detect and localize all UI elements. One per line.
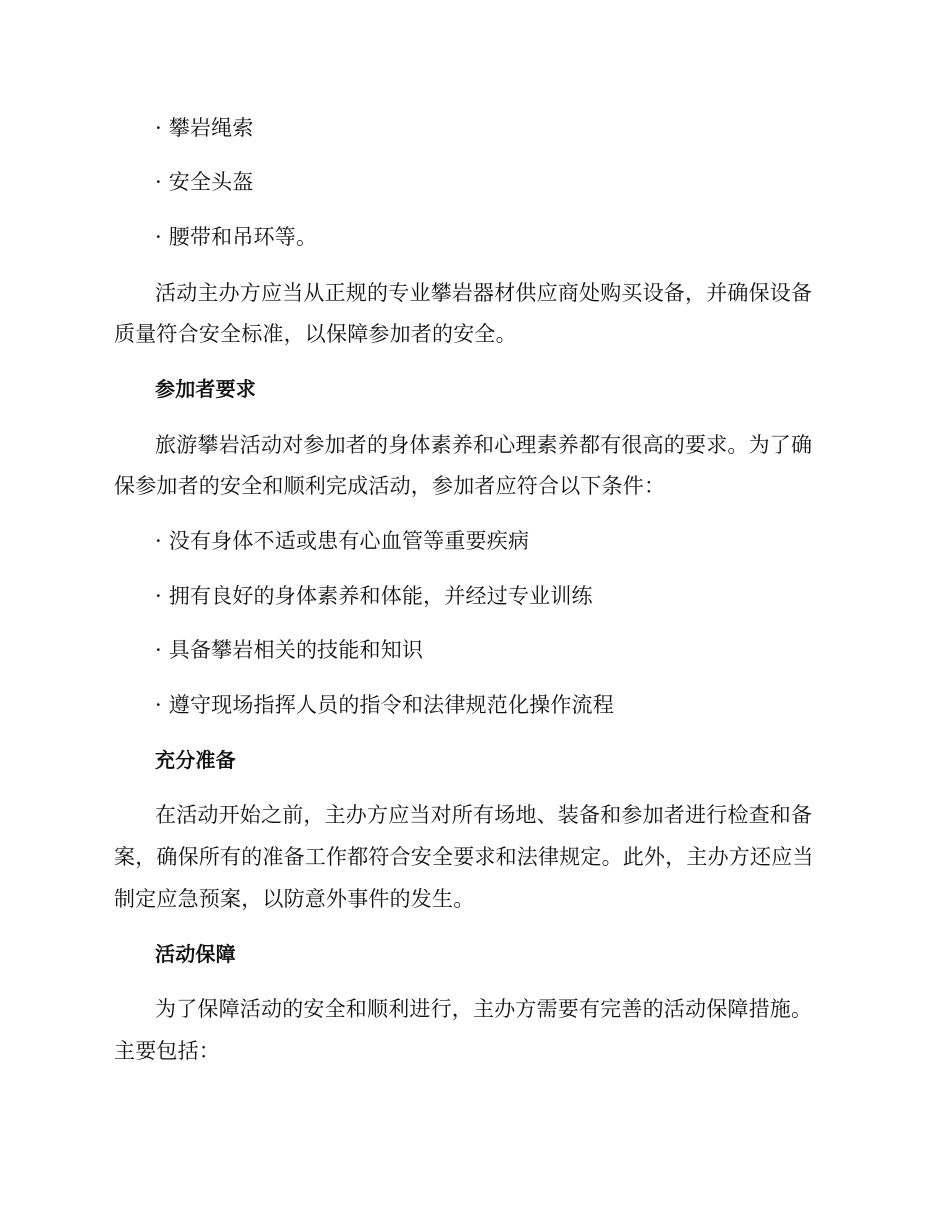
guarantee-paragraph-line-2: 主要包括：	[114, 1039, 220, 1063]
bullet-harness-slings: · 腰带和吊环等。	[155, 225, 318, 249]
bullet-no-illness: · 没有身体不适或患有心血管等重要疾病	[155, 529, 530, 553]
heading-full-preparation: 充分准备	[155, 748, 236, 772]
equipment-paragraph-line-2: 质量符合安全标准，以保障参加者的安全。	[114, 322, 517, 346]
bullet-safety-helmet: · 安全头盔	[155, 170, 254, 194]
participants-paragraph-line-2: 保参加者的安全和顺利完成活动，参加者应符合以下条件：	[114, 474, 666, 498]
bullet-follow-instructions: · 遵守现场指挥人员的指令和法律规范化操作流程	[155, 693, 614, 717]
preparation-paragraph-line-2: 案，确保所有的准备工作都符合安全要求和法律规定。此外，主办方还应当	[114, 845, 814, 869]
guarantee-paragraph-line-1: 为了保障活动的安全和顺利进行，主办方需要有完善的活动保障措施。	[155, 997, 813, 1021]
heading-activity-guarantee: 活动保障	[155, 942, 236, 966]
bullet-good-fitness: · 拥有良好的身体素养和体能，并经过专业训练	[155, 584, 593, 608]
participants-paragraph-line-1: 旅游攀岩活动对参加者的身体素养和心理素养都有很高的要求。为了确	[155, 433, 813, 457]
equipment-paragraph-line-1: 活动主办方应当从正规的专业攀岩器材供应商处购买设备，并确保设备	[155, 281, 813, 305]
preparation-paragraph-line-1: 在活动开始之前，主办方应当对所有场地、装备和参加者进行检查和备	[155, 803, 813, 827]
bullet-skills-knowledge: · 具备攀岩相关的技能和知识	[155, 638, 424, 662]
preparation-paragraph-line-3: 制定应急预案，以防意外事件的发生。	[114, 887, 475, 911]
bullet-climbing-rope: · 攀岩绳索	[155, 116, 254, 140]
heading-participant-requirements: 参加者要求	[155, 377, 256, 401]
